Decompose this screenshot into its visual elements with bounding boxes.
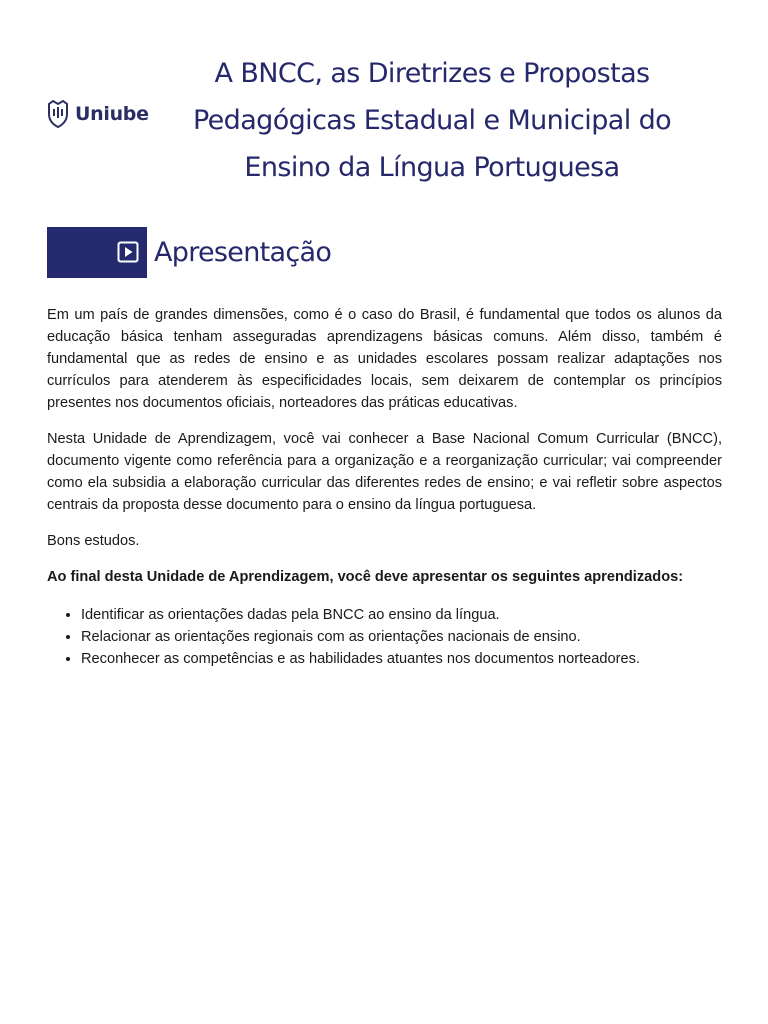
document-title: A BNCC, as Diretrizes e Propostas Pedagógicas Estadual e Municipal do Ensino da Língua Portuguesa bbox=[192, 58, 672, 183]
uniube-crest-icon bbox=[47, 100, 69, 128]
list-item: • Reconhecer as competências e as habilidades atuantes nos documentos norteadores. bbox=[81, 648, 722, 670]
section-bar bbox=[47, 227, 147, 278]
objectives-intro: Ao final desta Unidade de Aprendizagem, você deve apresentar os seguintes aprendizados: bbox=[47, 569, 684, 585]
play-icon bbox=[117, 241, 139, 263]
paragraph-unit: Nesta Unidade de Aprendizagem, você vai conhecer a Base Nacional Comum Curricular (BNCC), documento vigente como referência para a organização e a reorganização curricular; vai compreender como ela subsidia a elaboração curricular das diferentes redes de ensino; e vai refletir sobre aspectos centrais da proposta desse documento para o ensino da língua portuguesa. bbox=[47, 431, 722, 513]
section-title: Apresentação bbox=[154, 237, 332, 268]
paragraph-intro: Em um país de grandes dimensões, como é o caso do Brasil, é fundamental que todos os alunos da educação básica tenham asseguradas aprendizagens básicas comuns. Além disso, também é fundamental que as redes de ensino e as unidades escolares possam realizar adaptações nos currículos para atenderem às especificidades locais, sem deixarem de contemplar os princípios presentes nos documentos oficiais, norteadores das práticas educativas. bbox=[47, 307, 722, 411]
uniube-logo bbox=[47, 100, 149, 128]
section-heading bbox=[47, 227, 331, 278]
presentation-body bbox=[47, 304, 722, 670]
objectives-list bbox=[47, 604, 722, 670]
logo-text: Uniube bbox=[75, 103, 149, 125]
list-item: • Relacionar as orientações regionais com as orientações nacionais de ensino. bbox=[81, 626, 722, 648]
paragraph-closing: Bons estudos. bbox=[47, 533, 140, 549]
list-item: • Identificar as orientações dadas pela BNCC ao ensino da língua. bbox=[81, 604, 722, 626]
